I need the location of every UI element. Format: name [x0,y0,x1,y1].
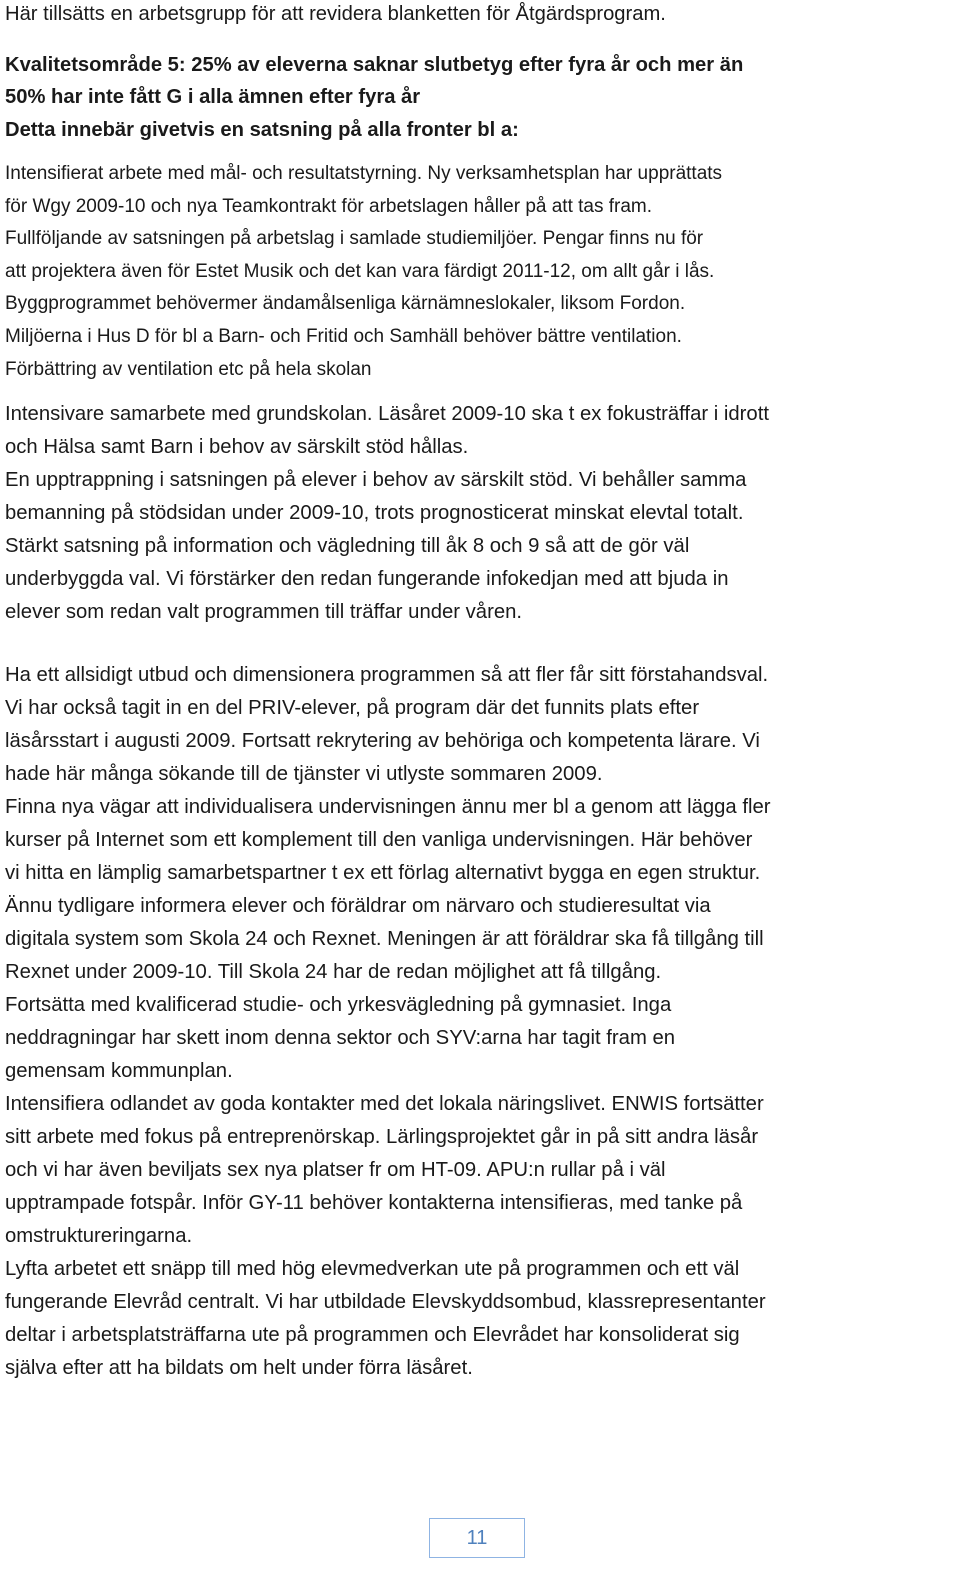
text-line: gemensam kommunplan. [5,1060,233,1083]
text-line: Fortsätta med kvalificerad studie- och yrkesvägledning på gymnasiet. Inga [5,994,672,1017]
text-line: Miljöerna i Hus D för bl a Barn- och Fritid och Samhäll behöver bättre ventilation. [5,325,682,347]
text-line: elever som redan valt programmen till träffar under våren. [5,601,523,624]
text-line: Finna nya vägar att individualisera undervisningen ännu mer bl a genom att lägga fler [5,796,771,819]
text-line: kurser på Internet som ett komplement till den vanliga undervisningen. Här behöver [5,829,753,852]
page-number-label: 11 [466,1526,488,1549]
text-line: för Wgy 2009-10 och nya Teamkontrakt för arbetslagen håller på att tas fram. [5,195,653,217]
text-line: hade här många sökande till de tjänster vi utlyste sommaren 2009. [5,763,603,786]
text-line: vi hitta en lämplig samarbetspartner t ex ett förlag alternativt bygga en egen struktur. [5,862,761,885]
text-line: och vi har även beviljats sex nya platser fr om HT-09. APU:n rullar på i väl [5,1159,666,1182]
text-line: Lyfta arbetet ett snäpp till med hög elevmedverkan ute på programmen och ett väl [5,1258,740,1281]
text-line: omstruktureringarna. [5,1225,193,1248]
text-line: Intensivare samarbete med grundskolan. Läsåret 2009-10 ska t ex fokusträffar i idrott [5,403,769,426]
quality-area-heading [5,49,955,147]
text-line: upptrampade fotspår. Inför GY-11 behöver kontakterna intensifieras, med tanke på [5,1192,743,1215]
text-line: läsårsstart i augusti 2009. Fortsatt rekrytering av behöriga och kompetenta lärare. Vi [5,730,760,753]
page-number [429,1518,525,1558]
text-line: Vi har också tagit in en del PRIV-elever, på program där det funnits plats efter [5,697,700,720]
text-line: deltar i arbetsplatsträffarna ute på programmen och Elevrådet har konsoliderat sig [5,1324,740,1347]
text-line: Ha ett allsidigt utbud och dimensionera programmen så att fler får sitt förstahandsval. [5,664,769,687]
text-line: digitala system som Skola 24 och Rexnet. Meningen är att föräldrar ska få tillgång till [5,928,764,951]
text-line: Stärkt satsning på information och vägledning till åk 8 och 9 så att de gör väl [5,535,690,558]
quality-area-line: Kvalitetsområde 5: 25% av eleverna saknar slutbetyg efter fyra år och mer än [5,53,744,76]
paragraph-block-3 [5,659,955,1385]
quality-area-line: 50% har inte fått G i alla ämnen efter fyra år [5,86,421,108]
text-line: bemanning på stödsidan under 2009-10, trots prognosticerat minskat elevtal totalt. [5,502,744,525]
text-line: fungerande Elevråd centralt. Vi har utbildade Elevskyddsombud, klassrepresentanter [5,1291,766,1314]
document-page [5,0,955,1385]
text-line: Intensifierat arbete med mål- och resultatstyrning. Ny verksamhetsplan har upprättats [5,163,723,184]
text-line: underbyggda val. Vi förstärker den redan fungerande infokedjan med att bjuda in [5,568,729,591]
text-line: Byggprogrammet behövermer ändamålsenliga kärnämneslokaler, liksom Fordon. [5,293,686,315]
paragraph-block-2 [5,398,955,629]
text-line: själva efter att ha bildats om helt under förra läsåret. [5,1357,473,1380]
text-line: Fullföljande av satsningen på arbetslag i samlade studiemiljöer. Pengar finns nu för [5,228,704,250]
text-line: och Hälsa samt Barn i behov av särskilt stöd hållas. [5,436,469,459]
text-line: Rexnet under 2009-10. Till Skola 24 har de redan möjlighet att få tillgång. [5,961,662,984]
text-line: Ännu tydligare informera elever och föräldrar om närvaro och studieresultat via [5,895,711,918]
quality-area-line: Detta innebär givetvis en satsning på alla fronter bl a: [5,118,519,141]
text-line: En upptrappning i satsningen på elever i behov av särskilt stöd. Vi behåller samma [5,469,747,492]
text-line: Intensifiera odlandet av goda kontakter med det lokala näringslivet. ENWIS fortsätter [5,1093,764,1116]
paragraph-block-1 [5,158,955,386]
text-line: Förbättring av ventilation etc på hela skolan [5,358,372,380]
text-line: att projektera även för Estet Musik och det kan vara färdigt 2011-12, om allt går i lås. [5,260,715,282]
text-line: neddragningar har skett inom denna sektor och SYV:arna har tagit fram en [5,1027,676,1050]
text-line: sitt arbete med fokus på entreprenörskap. Lärlingsprojektet går in på sitt andra läsår [5,1126,759,1149]
intro-paragraph: Här tillsätts en arbetsgrupp för att revidera blanketten för Åtgärdsprogram. [5,3,666,25]
